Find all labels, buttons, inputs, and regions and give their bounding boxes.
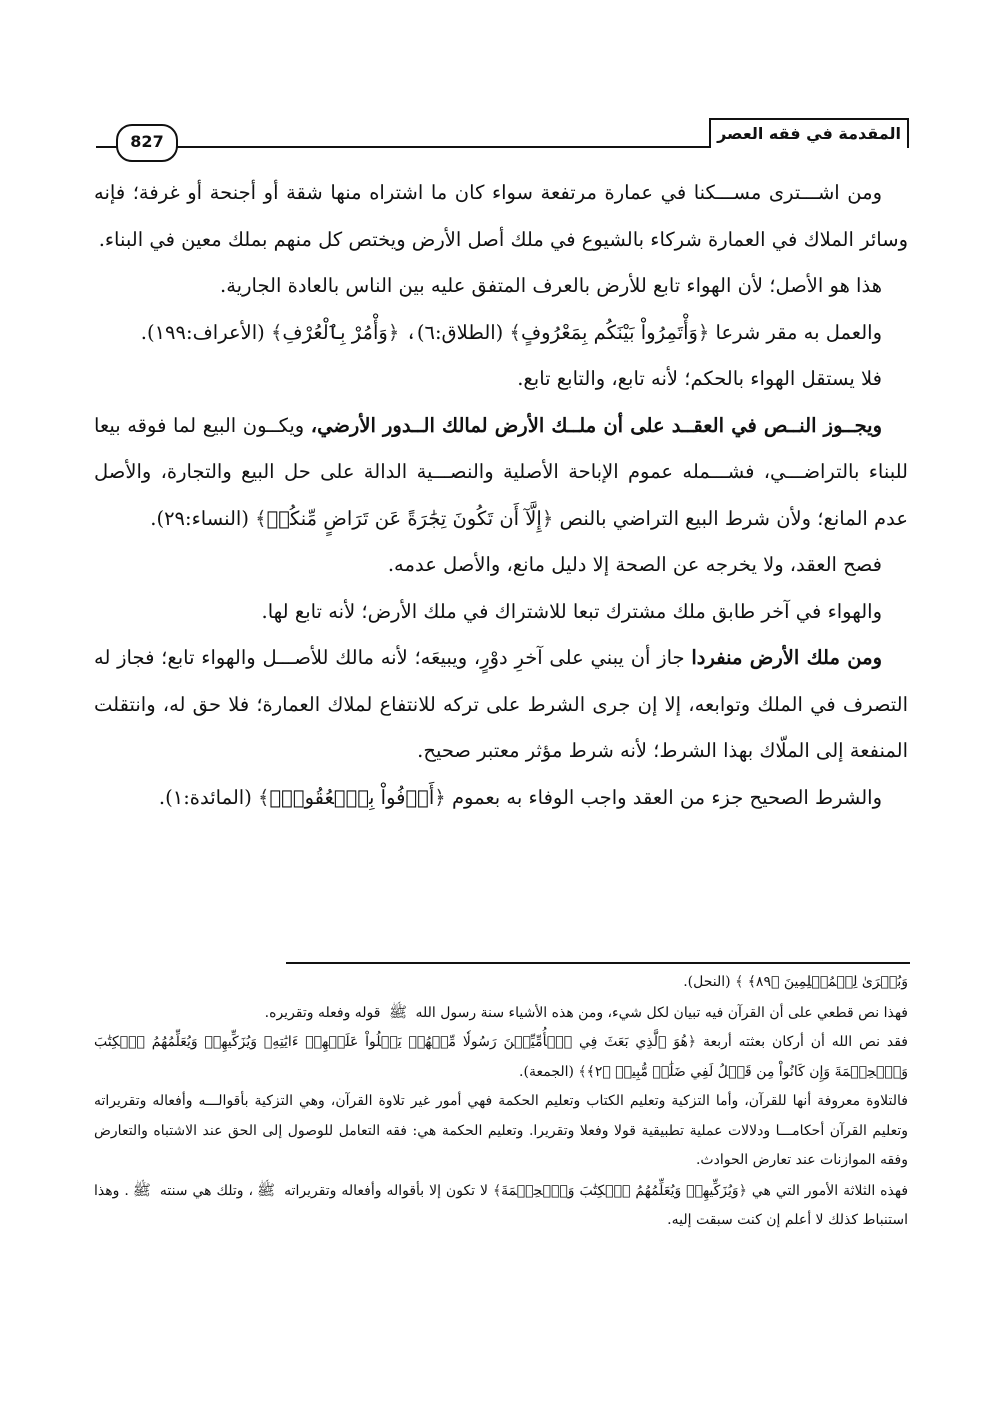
paragraph-3 — [94, 310, 908, 357]
page-number: 827 — [116, 124, 178, 162]
quran-verse-jumua: هُوَ ٱلَّذِي بَعَثَ فِي ٱلۡأُمِّيِّـۧنَ رَسُولٗا مِّنۡهُمۡ يَتۡلُواْ عَلَيۡهِمۡ ءَايَٰتِهِۦ وَيُزَكِّيهِمۡ وَيُعَلِّمُهُمُ ٱلۡكِتَٰبَ وَٱلۡحِكۡمَةَ وَإِن كَانُواْ مِن قَبۡلُ لَفِي ضَلَٰلٖ مُّبِينٖ ﴿٢﴾ — [94, 1034, 908, 1080]
footnote-text: ، وتلك هي سنته — [159, 1182, 253, 1199]
main-text — [94, 170, 908, 821]
footnote-line-2 — [94, 998, 908, 1029]
verse-reference: (الأعراف:١٩٩). — [140, 320, 265, 344]
quran-bracket-open: ﴿ — [738, 1182, 747, 1199]
running-title: المقدمة في فقه العصر — [709, 118, 909, 148]
quran-bracket-close: ﴾ — [735, 974, 744, 990]
verse-reference: (النساء:٢٩). — [150, 506, 249, 530]
paragraph-9 — [94, 775, 908, 822]
quran-bracket-close: ﴾ — [578, 1063, 587, 1080]
verse-reference: (الجمعة). — [519, 1063, 574, 1080]
footnote-separator — [286, 962, 910, 964]
bold-heading: ومن ملك الأرض منفردا — [691, 646, 882, 669]
paragraph-5-text: ويكــون البيع لما فوقه بيعا للبناء بالتراضـــي، فشـــمله عموم الإباحة الأصلية والنصـــية الدالة على حل البيع والتجارة، والأصل عدم المانع؛ ولأن شرط البيع التراضي بالنص — [94, 413, 908, 530]
quran-verse-nahl: وَبُشۡرَىٰ لِلۡمُسۡلِمِينَ ﴿٨٩﴾ — [747, 974, 908, 990]
footnote-line-5 — [94, 1176, 908, 1236]
footnote-text: قوله وفعله وتقريره. — [264, 1004, 381, 1021]
salutation-symbol: ﷺ — [257, 1180, 276, 1199]
quran-bracket-close: ﴾ — [255, 506, 267, 530]
salutation-symbol: ﷺ — [388, 1002, 408, 1021]
verse-reference: (النحل). — [683, 974, 731, 990]
quran-bracket-open: ﴿ — [687, 1034, 697, 1050]
quran-bracket-close: ﴾ — [258, 785, 270, 809]
footnote-line-4: فالتلاوة معروفة أنها للقرآن، وأما التزكية وتعليم الكتاب وتعليم الحكمة فهي أمور غير تلاوة القرآن، وهي التزكية بأقوالـــه وأفعاله وتقريراته وتعليم القرآن أحكامـــا ودلالات عملية تطبيقية قولا وفعلا وتقريرا. وتعليم الحكمة هي: فقه التعامل للوصول إلى الحق عند الاشتباه والتعارض وفقه الموازنات عند تعارض الحوادث. — [94, 1093, 908, 1168]
footnotes — [94, 968, 908, 1236]
footnote-line-3 — [94, 1028, 908, 1087]
footnote-text: فقد نص الله أن أركان بعثته أربعة — [702, 1034, 908, 1050]
bold-heading: ويجــوز النــص في العقــد على أن ملــك الأرض لمالك الــدور الأرضي، — [310, 413, 882, 437]
footnote-text: . وهذا استنباط كذلك لا أعلم إن كنت سبقت إليه. — [94, 1182, 908, 1228]
paragraph-6: فصح العقد، ولا يخرجه عن الصحة إلا دليل مانع، والأصل عدمه. — [387, 553, 882, 576]
quran-bracket-open: ﴿ — [697, 320, 710, 344]
salutation-symbol: ﷺ — [132, 1180, 151, 1199]
quran-verse-maida: أَوۡفُواْ بِٱلۡعُقُودِۚ — [269, 785, 435, 809]
quran-verse-nisa: إِلَّآ أَن تَكُونَ تِجَٰرَةً عَن تَرَاضٍ مِّنكُمۡ — [266, 506, 542, 530]
quran-bracket-open: ﴿ — [434, 785, 446, 809]
quran-verse-araf: وَأْمُرْ بِٱلْعُرْفِ — [282, 320, 388, 344]
paragraph-8 — [94, 635, 908, 775]
quran-bracket-open: ﴿ — [541, 506, 554, 530]
paragraph-4: فلا يستقل الهواء بالحكم؛ لأنه تابع، والتابع تابع. — [517, 367, 882, 390]
paragraph-2: هذا هو الأصل؛ لأن الهواء تابع للأرض بالعرف المتفق عليه بين الناس بالعادة الجارية. — [220, 274, 882, 297]
paragraph-5 — [94, 403, 908, 543]
paragraph-9-text: والشرط الصحيح جزء من العقد واجب الوفاء به بعموم — [451, 785, 882, 809]
quran-bracket-close: ﴾ — [492, 1182, 502, 1199]
paragraph-8-text: جاز أن يبني على آخرِ دوْرٍ، ويبيعَه؛ لأنه مالك للأصـــل والهواء تابع؛ فجاز له التصرف في الملك وتوابعه، إلا إن جرى الشرط على تركه للانتفاع لملاك العمارة؛ فلا حق له، وانتقلت المنفعة إلى الملّاك بهذا الشرط؛ لأنه شرط مؤثر معتبر صحيح. — [94, 646, 908, 762]
footnote-text: فهذه الثلاثة الأمور التي هي — [751, 1182, 909, 1199]
verse-reference: (الطلاق:٦)، — [405, 320, 504, 344]
footnote-line-1 — [94, 968, 908, 998]
footnote-text: فهذا نص قطعي على أن القرآن فيه تبيان لكل شيء، ومن هذه الأشياء سنة رسول الله — [415, 1004, 908, 1021]
quran-verse-fragment: وَيُزَكِّيهِمۡ وَيُعَلِّمُهُمُ ٱلۡكِتَٰبَ وَٱلۡحِكۡمَةَ — [501, 1182, 739, 1199]
footnote-text: لا تكون إلا بأقواله وأفعاله وتقريراته — [284, 1182, 488, 1199]
paragraph-1: ومن اشـــترى مســـكنا في عمارة مرتفعة سواء كان ما اشتراه منها شقة أو أجنحة أو غرفة؛ فإنه وسائر الملاك في العمارة شركاء بالشيوع في ملك أصل الأرض ويختص كل منهم بملك معين في البناء. — [94, 181, 908, 251]
paragraph-7: والهواء في آخر طابق ملك مشترك تبعا للاشتراك في ملك الأرض؛ لأنه تابع لها. — [261, 599, 882, 623]
quran-bracket-close: ﴾ — [270, 320, 283, 344]
paragraph-3-text: والعمل به مقر شرعا — [715, 320, 882, 344]
quran-verse-talaq: وَأْتَمِرُواْ بَيْنَكُم بِمَعْرُوفٍ — [520, 320, 698, 344]
quran-bracket-open: ﴿ — [387, 320, 400, 344]
quran-bracket-close: ﴾ — [509, 320, 521, 344]
verse-reference: (المائدة:١). — [158, 785, 252, 809]
page-header — [96, 118, 909, 151]
